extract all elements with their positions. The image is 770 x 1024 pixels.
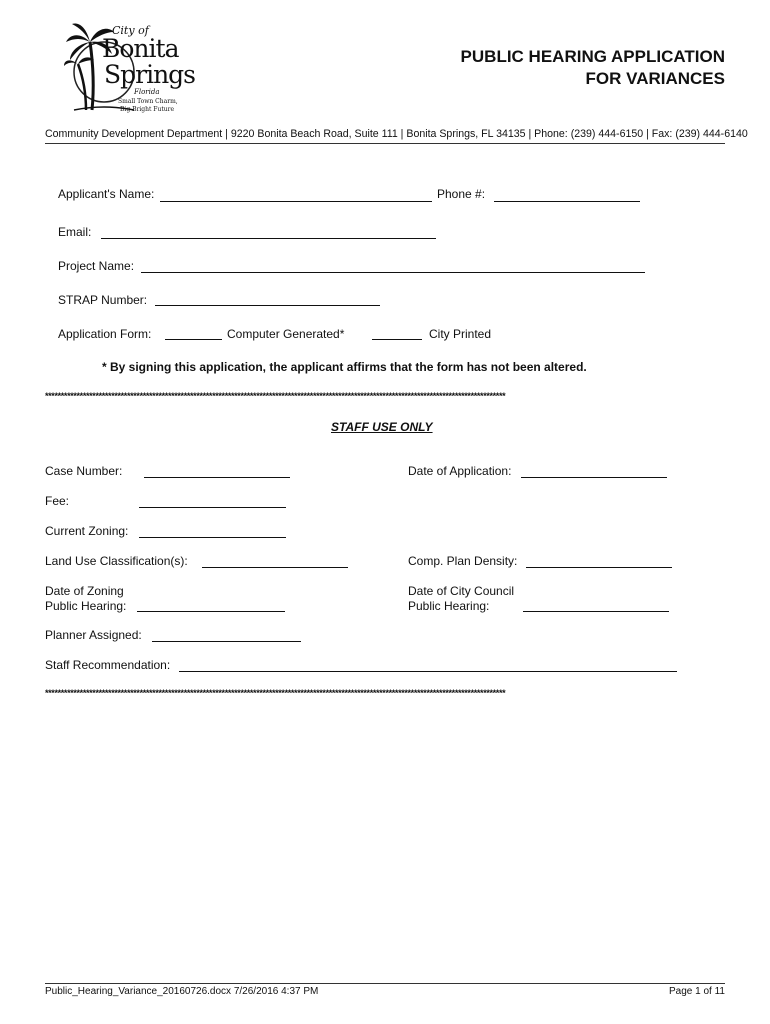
separator-top: ************************************************************************************************************************************************** xyxy=(45,391,506,401)
project-name-field[interactable] xyxy=(141,272,645,273)
date-council-label-1: Date of City Council xyxy=(408,584,515,598)
case-number-label: Case Number: xyxy=(45,464,123,478)
date-zoning-label-2: Public Hearing: xyxy=(45,599,127,613)
fee-field[interactable] xyxy=(139,507,286,508)
logo-tagline-2: Big Bright Future xyxy=(120,106,175,113)
planner-assigned-label: Planner Assigned: xyxy=(45,628,142,642)
computer-generated-field[interactable] xyxy=(165,339,222,340)
logo-name-top: Bonita xyxy=(102,34,179,63)
affirm-note: * By signing this application, the applicant affirms that the form has not been altered. xyxy=(102,360,587,374)
footer-filename: Public_Hearing_Variance_20160726.docx 7/26/2016 4:37 PM xyxy=(45,986,319,997)
planner-assigned-field[interactable] xyxy=(152,641,301,642)
footer-divider xyxy=(45,983,725,984)
application-form-label: Application Form: xyxy=(58,327,152,341)
staff-recommendation-label: Staff Recommendation: xyxy=(45,658,171,672)
separator-bottom: ************************************************************************************************************************************************** xyxy=(45,688,506,698)
page-title-line2: FOR VARIANCES xyxy=(585,69,725,88)
email-label: Email: xyxy=(58,225,92,239)
phone-label: Phone #: xyxy=(437,187,486,201)
logo-state: Florida xyxy=(134,88,160,96)
current-zoning-label: Current Zoning: xyxy=(45,524,129,538)
city-printed-field[interactable] xyxy=(372,339,422,340)
staff-recommendation-field[interactable] xyxy=(179,671,677,672)
city-logo xyxy=(64,20,196,120)
current-zoning-field[interactable] xyxy=(139,537,286,538)
date-zoning-field[interactable] xyxy=(137,611,285,612)
applicant-name-field[interactable] xyxy=(160,201,432,202)
logo-city-of: City of xyxy=(112,24,149,37)
land-use-label: Land Use Classification(s): xyxy=(45,554,188,568)
strap-number-field[interactable] xyxy=(155,305,380,306)
department-contact: Community Development Department | 9220 Bonita Beach Road, Suite 111 | Bonita Springs, FL 34135 | Phone: (239) 444-6150 | Fax: (239) 444-6140 xyxy=(45,128,748,140)
phone-field[interactable] xyxy=(494,201,640,202)
date-application-label: Date of Application: xyxy=(408,464,512,478)
email-field[interactable] xyxy=(101,238,436,239)
computer-generated-label: Computer Generated* xyxy=(227,327,345,341)
case-number-field[interactable] xyxy=(144,477,290,478)
land-use-field[interactable] xyxy=(202,567,348,568)
project-name-label: Project Name: xyxy=(58,259,135,273)
page-title-line1: PUBLIC HEARING APPLICATION xyxy=(460,47,725,66)
comp-plan-label: Comp. Plan Density: xyxy=(408,554,518,568)
header-divider xyxy=(45,143,725,144)
fee-label: Fee: xyxy=(45,494,70,508)
comp-plan-field[interactable] xyxy=(526,567,672,568)
date-application-field[interactable] xyxy=(521,477,667,478)
logo-tagline-1: Small Town Charm, xyxy=(118,98,178,105)
logo-name-bottom: Springs xyxy=(104,60,196,89)
date-council-field[interactable] xyxy=(523,611,669,612)
date-council-label-2: Public Hearing: xyxy=(408,599,490,613)
city-printed-label: City Printed xyxy=(429,327,492,341)
date-zoning-label-1: Date of Zoning xyxy=(45,584,124,598)
applicant-name-label: Applicant's Name: xyxy=(58,187,155,201)
footer-page-number: Page 1 of 11 xyxy=(669,986,725,997)
strap-number-label: STRAP Number: xyxy=(58,293,148,307)
staff-use-heading: STAFF USE ONLY xyxy=(331,420,433,434)
